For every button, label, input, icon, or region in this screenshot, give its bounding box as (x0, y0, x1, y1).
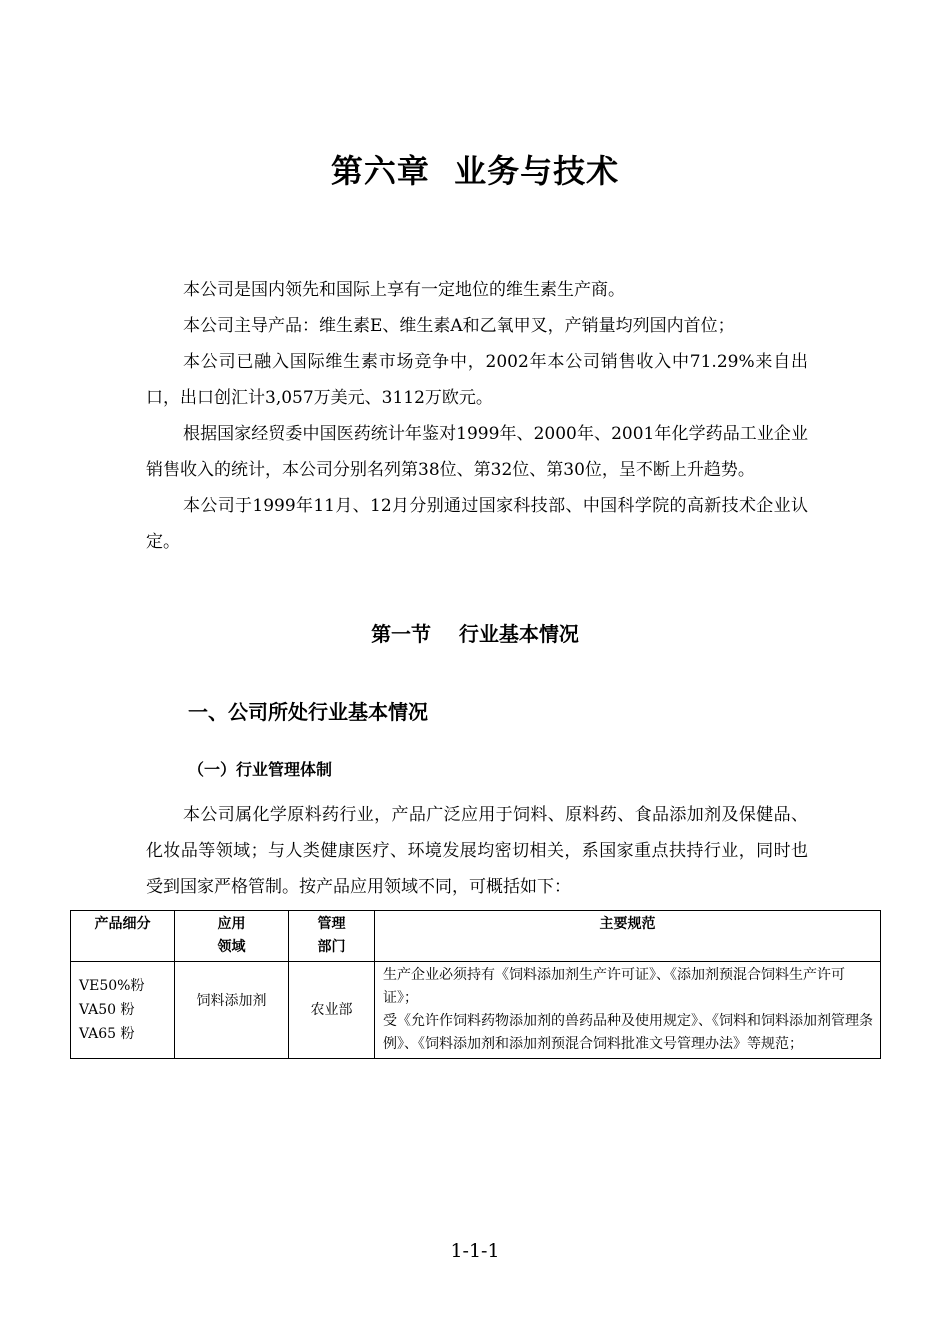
cell-specs (375, 962, 881, 1059)
header-dept-line: 管理 (317, 916, 346, 932)
sub-subsection-title: （一）行业管理体制 (188, 760, 333, 779)
regulation-paragraph-block (146, 797, 808, 905)
intro-paragraph: 本公司是国内领先和国际上享有一定地位的维生素生产商。 (183, 280, 625, 300)
header-domain-line: 应用 (217, 916, 246, 932)
cell-products (71, 962, 175, 1059)
intro-paragraph: 本公司主导产品：维生素E、维生素A和乙氧甲叉，产销量均列国内首位； (183, 316, 735, 336)
regulation-paragraph: 本公司属化学原料药行业，产品广泛应用于饲料、原料药、食品添加剂及保健品、化妆品等领域；与人类健康医疗、环境发展均密切相关，系国家重点扶持行业，同时也受到国家严格管制。按产品应用领域不同，可概括如下： (146, 805, 808, 897)
cell-domain: 饲料添加剂 (175, 962, 289, 1059)
header-dept (289, 911, 375, 962)
intro-paragraphs (146, 272, 808, 560)
spec-item: 受《允许作饲料药物添加剂的兽药品种及使用规定》、《饲料和饲料添加剂管理条例》、《饲料添加剂和添加剂预混合饲料批准文号管理办法》等规范； (383, 1013, 873, 1052)
chapter-title: 第六章 业务与技术 (330, 152, 620, 190)
spec-item: 生产企业必须持有《饲料添加剂生产许可证》、《添加剂预混合饲料生产许可证》； (383, 967, 845, 1006)
header-dept-line: 部门 (317, 939, 346, 955)
header-product: 产品细分 (71, 911, 175, 962)
product-item: VA65 粉 (79, 1026, 135, 1042)
intro-paragraph: 根据国家经贸委中国医药统计年鉴对1999年、2000年、2001年化学药品工业企业销售收入的统计，本公司分别名列第38位、第32位、第30位，呈不断上升趋势。 (146, 424, 808, 480)
page-number: 1-1-1 (450, 1240, 500, 1262)
intro-paragraph: 本公司于1999年11月、12月分别通过国家科技部、中国科学院的高新技术企业认定。 (146, 496, 808, 552)
table-header-row (71, 911, 881, 962)
table-row (71, 962, 881, 1059)
header-specs: 主要规范 (375, 911, 881, 962)
section-title: 第一节 行业基本情况 (371, 622, 579, 646)
header-domain (175, 911, 289, 962)
product-item: VE50%粉 (79, 978, 145, 994)
subsection-title: 一、公司所处行业基本情况 (188, 700, 428, 724)
product-item: VA50 粉 (79, 1002, 135, 1018)
regulation-table (70, 910, 881, 1059)
header-domain-line: 领域 (217, 939, 246, 955)
intro-paragraph: 本公司已融入国际维生素市场竞争中，2002年本公司销售收入中71.29%来自出口，出口创汇计3,057万美元、3112万欧元。 (146, 352, 808, 408)
cell-dept: 农业部 (289, 962, 375, 1059)
